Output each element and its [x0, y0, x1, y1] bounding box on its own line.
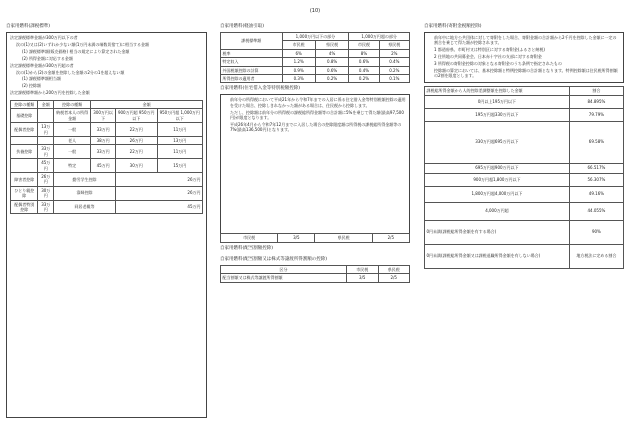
donation-frame: [424, 32, 624, 83]
deduction-table: [10, 100, 203, 214]
table-cell: 0.4%: [349, 66, 379, 74]
housing-loan-frame: [220, 94, 410, 234]
table-cell: 11万円: [157, 145, 202, 159]
table-cell: 税率: [221, 49, 283, 57]
table-cell: 79.79%: [569, 108, 623, 121]
table-cell: 45万円: [38, 159, 54, 173]
table-cell: 一般: [54, 145, 91, 159]
table-cell: 0.6%: [349, 58, 379, 66]
table-cell: 84.895%: [569, 95, 623, 108]
table-cell: 33万円: [91, 123, 116, 137]
dividend-table: [220, 265, 410, 283]
table-header: 県民税: [315, 41, 348, 49]
table-cell: 0.2%: [349, 75, 379, 83]
text-line: (1) 課税標準額(販売価格) 相当の規定により算定された金額: [22, 48, 130, 54]
table-cell: 0.1%: [379, 75, 409, 83]
text-paragraph: ただし、控除額は前年分の所得税の課税総所得金額等の合計額に5%を乗じて得た額(最高97,500円)が限度となります。: [230, 109, 404, 121]
table-header: 市民税: [347, 265, 379, 273]
column-left: [6, 24, 207, 418]
table-cell: 配偶者控除: [11, 123, 38, 137]
text-line: 法定課税標準金額が300万円以下の者: [10, 35, 78, 41]
table-header: 控除の種類: [11, 101, 38, 109]
table-cell: 県民税: [315, 234, 372, 242]
table-cell: 老人: [54, 137, 91, 145]
table-cell: 地方税法に定める割合: [569, 244, 623, 268]
text-line: (1) 課税標準額相当額: [22, 76, 61, 82]
table-cell: 195万円超330万円以下: [425, 108, 570, 121]
section-title-left: 自家用燃料(課税標準): [6, 24, 51, 29]
section-title: 自家用燃料(寄附金税額控除): [424, 24, 482, 29]
table-header: 950万円超 1,000万円以下: [157, 109, 202, 123]
text-line: 次の(1)から(2)の金額を控除した金額の2分の1を超えない額: [16, 69, 125, 75]
table-header: 課税標準額: [221, 33, 283, 50]
table-cell: 基礎控除: [11, 109, 38, 123]
table-cell: 0円未満(課税総所得金額を有する場合): [425, 220, 570, 244]
table-cell: ひとり親控除: [11, 186, 38, 200]
table-cell: 33万円: [91, 145, 116, 159]
table-cell: 900万円超1,800万円以下: [425, 173, 570, 186]
text-paragraph: 平成26年4月から令和7年12月までに入居した場合の控除限度額は所得税の課税総所得金額等の7%(最高136,500円)となります。: [230, 122, 402, 133]
table-cell: [11, 159, 38, 173]
table-cell: 特定: [54, 159, 91, 173]
text-line: 法定課税標準額から200万円を控除した金額: [10, 90, 90, 96]
table-header: 1,000万円超の部分: [349, 33, 410, 41]
table-cell: 障害者控除: [11, 172, 38, 186]
rate-table: [220, 32, 410, 83]
table-cell: 38万円: [91, 137, 116, 145]
table-header: 市民税: [349, 41, 379, 49]
table-cell: 0.9%: [282, 66, 315, 74]
text-line: (2) 所得金額に対応する金額: [22, 55, 73, 61]
text-paragraph: 1 都道府県、市町村又は特別区に対する寄附金(ふるさと納税): [434, 47, 545, 53]
table-header: 県民税: [378, 265, 410, 273]
section-title: 自家用燃料(配当割額又は株式等譲渡所得割額の控除): [220, 256, 328, 262]
table-cell: 30万円: [38, 186, 54, 200]
table-cell: 3/5: [278, 234, 315, 242]
table-cell: 69.58%: [569, 121, 623, 163]
text-paragraph: 2 住所地の共同募金会、日本赤十字社の支部に対する寄附金: [434, 54, 542, 60]
allocation-table: [220, 233, 410, 242]
text-paragraph: 3 所得税の寄附金控除の対象となる寄附金のうち条例で指定されたもの: [434, 61, 562, 67]
text-paragraph: 前年分の所得税において平成21年から令和7年までの入居に係る住宅借入金等特別税額控除の適用を受けた場合、控除しきれなかった額がある場合は、住民税から控除します。: [230, 97, 406, 108]
table-header: 区分: [221, 265, 347, 273]
table-header: 控除の種類: [54, 101, 91, 109]
column-middle: [220, 24, 410, 283]
table-cell: 8%: [349, 49, 379, 57]
table-cell: 26万円: [38, 172, 54, 186]
table-cell: 45万円: [91, 159, 116, 173]
table-header: 割合: [569, 87, 623, 95]
section-title: 自家用燃料(配当割額控除): [220, 245, 274, 251]
table-cell: 11万円: [157, 123, 202, 137]
table-cell: 0.6%: [315, 66, 348, 74]
table-header: 900万円超 950万円以下: [115, 109, 157, 123]
table-header: 金額: [91, 101, 203, 109]
table-cell: 納税者本人の所得金額: [54, 109, 91, 123]
left-frame: [6, 32, 207, 418]
table-cell: 22万円: [115, 123, 157, 137]
table-cell: 4,000万円超: [425, 202, 570, 220]
section-title: 自家用燃料(軽油引取): [220, 24, 265, 29]
table-cell: 26万円: [115, 186, 202, 200]
table-cell: 1.2%: [282, 58, 315, 66]
table-cell: 2/5: [372, 234, 409, 242]
table-cell: 4%: [315, 49, 348, 57]
table-cell: 90%: [569, 220, 623, 244]
table-cell: 2%: [379, 49, 409, 57]
table-cell: 0.2%: [379, 66, 409, 74]
table-cell: 市民税: [221, 234, 278, 242]
column-right: [424, 24, 624, 269]
table-cell: 49.16%: [569, 186, 623, 202]
section-title: 自家用燃料(住宅借入金等特別税額控除): [220, 86, 301, 92]
table-cell: 0.4%: [379, 58, 409, 66]
table-cell: 配当割額又は株式等譲渡所得割額: [221, 274, 347, 282]
table-cell: 13万円: [157, 137, 202, 145]
table-cell: 66.517%: [569, 163, 623, 173]
table-cell: 1,800万円超4,000万円以下: [425, 186, 570, 202]
table-cell: 勤労学生控除: [54, 172, 116, 186]
table-cell: 扶養控除: [11, 145, 38, 159]
table-cell: [11, 137, 38, 145]
table-cell: 44.055%: [569, 202, 623, 220]
table-cell: 0.8%: [315, 58, 348, 66]
table-cell: 一般: [54, 123, 91, 137]
table-cell: [38, 109, 54, 123]
table-header: 市民税: [282, 41, 315, 49]
table-cell: 22万円: [115, 145, 157, 159]
table-cell: 330万円超695万円以下: [425, 121, 570, 163]
table-header: 県民税: [379, 41, 409, 49]
table-cell: 所得控除の適用者: [221, 75, 283, 83]
table-cell: 3/5: [347, 274, 379, 282]
table-cell: 0.3%: [282, 75, 315, 83]
table-cell: 配偶者特別控除: [11, 200, 38, 214]
table-cell: 26万円: [115, 172, 202, 186]
donation-rate-table: [424, 86, 624, 268]
table-cell: 13万円: [38, 123, 54, 137]
table-cell: 0円未満(課税総所得金額又は課税退職所得金額を有しない場合): [425, 244, 570, 268]
table-cell: 30万円: [115, 159, 157, 173]
table-cell: 45万円: [115, 200, 202, 214]
text-line: (2) 控除額: [22, 83, 41, 89]
table-cell: 外国税額控除の計算: [221, 66, 283, 74]
table-header: 課税総所得金額から人的控除差調整額を控除した金額: [425, 87, 570, 95]
table-cell: 26万円: [115, 137, 157, 145]
table-cell: 695万円超900万円以下: [425, 163, 570, 173]
text-paragraph: 控除額の算定においては、基本控除額と特例控除額の合計額となります。特例控除額は住民税所得割額の2割を限度とします。: [434, 68, 618, 79]
text-line: 次の(1)又は(2)いずれか少ない額(1万円未満の端数切捨て)に相当する金額: [16, 41, 149, 47]
table-cell: 特定収入: [221, 58, 283, 66]
table-cell: 33万円: [38, 145, 54, 159]
table-header: 金額: [38, 101, 54, 109]
text-paragraph: 前年中に地方公共団体に対して寄附をした場合、寄附金額の合計額から2千円を控除した金額に一定の割合を乗じて得た額が控除されます。: [434, 35, 617, 46]
table-cell: 同居老親等: [54, 200, 116, 214]
text-line: 法定課税標準金額が300万円超の者: [10, 62, 74, 68]
table-cell: [38, 137, 54, 145]
table-cell: 56.307%: [569, 173, 623, 186]
page-number: (10): [309, 8, 321, 14]
table-cell: 寡婦控除: [54, 186, 116, 200]
table-cell: 15万円: [157, 159, 202, 173]
table-cell: 6%: [282, 49, 315, 57]
table-cell: 0円以上195万円以下: [425, 95, 570, 108]
table-cell: 2/5: [378, 274, 410, 282]
table-cell: 0.2%: [315, 75, 348, 83]
table-header: 300万円以下: [91, 109, 116, 123]
table-header: 1,000万円以下の部分: [282, 33, 349, 41]
table-cell: 33万円: [38, 200, 54, 214]
